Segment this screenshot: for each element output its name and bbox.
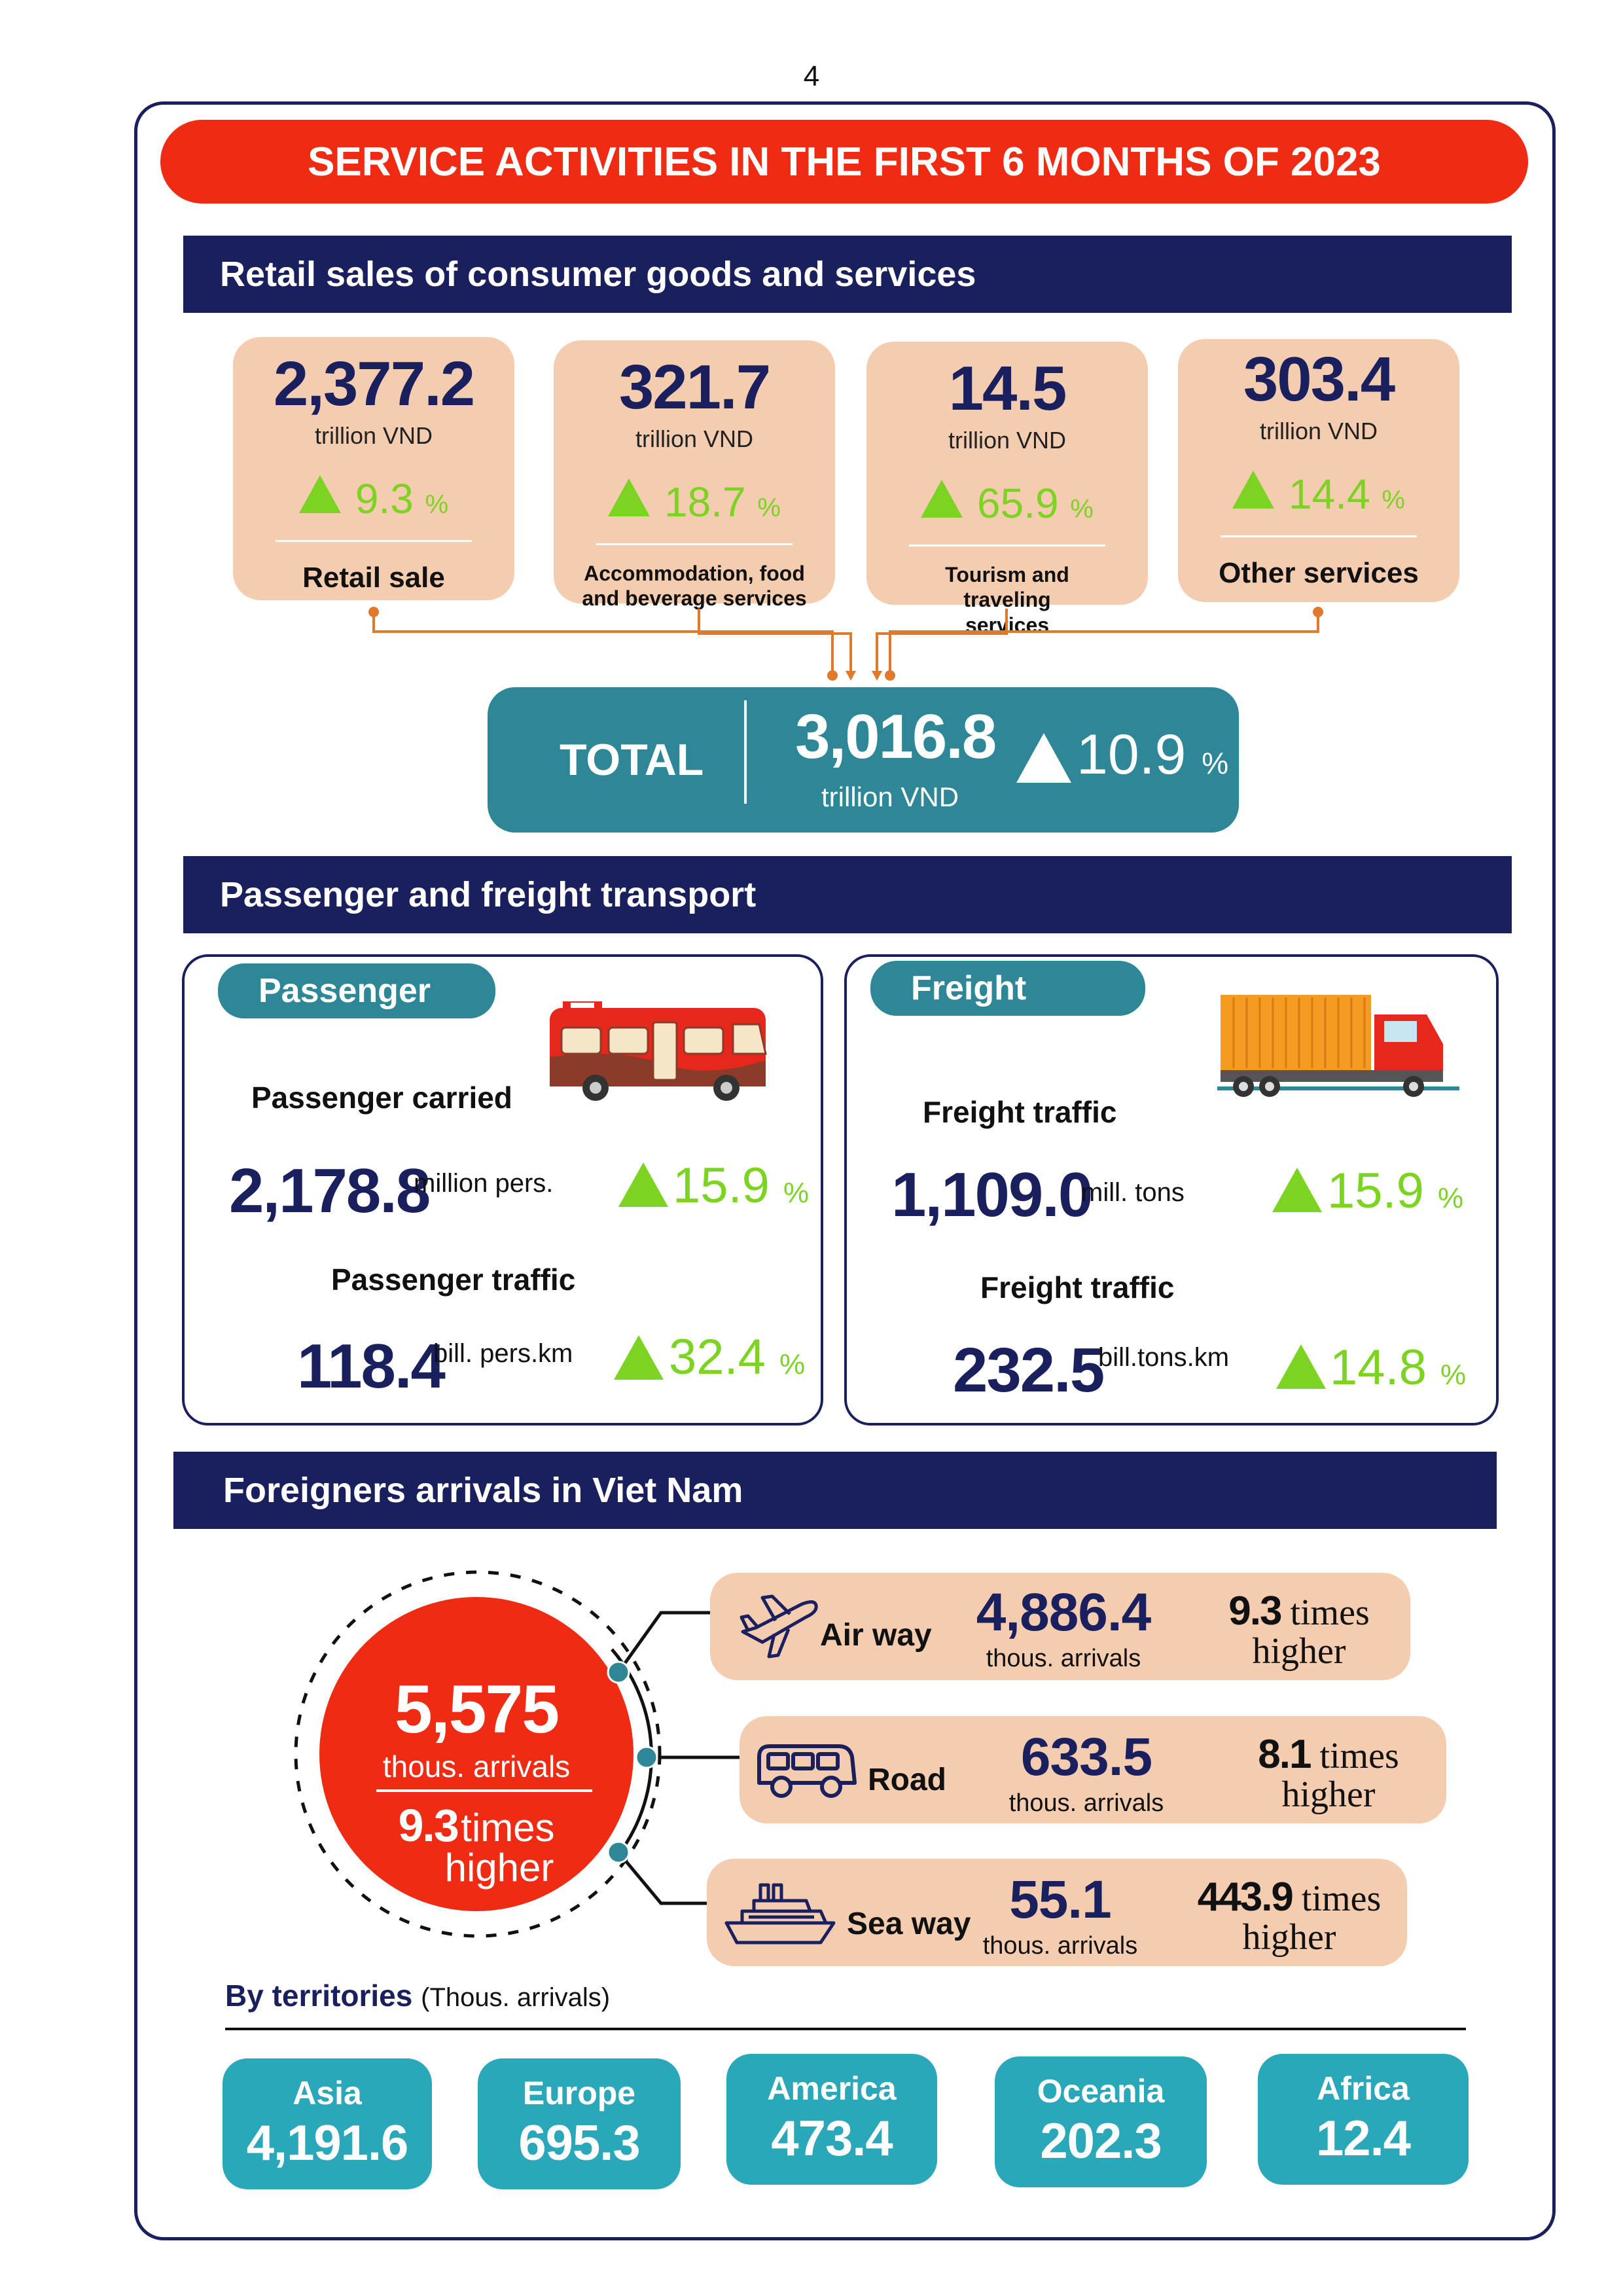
mode-unit: thous. arrivals xyxy=(1008,1789,1164,1817)
passenger-carried-growth: 15.9 % xyxy=(673,1158,810,1213)
section-header-transport-text: Passenger and freight transport xyxy=(220,875,757,914)
connector-line xyxy=(890,612,1318,673)
retail-card-label: Other services xyxy=(1219,557,1419,589)
connector-dot xyxy=(636,1747,657,1768)
connector-dot xyxy=(368,607,379,617)
growth-value: 9.3 % xyxy=(355,475,449,522)
passenger-carried-label: Passenger carried xyxy=(251,1081,512,1115)
mode-unit: thous. arrivals xyxy=(982,1932,1138,1960)
growth-value: 14.4 % xyxy=(1289,471,1405,518)
freight-traffic-unit: bill.tons.km xyxy=(1098,1343,1230,1372)
retail-total-box xyxy=(488,687,1239,833)
territory-name: Europe xyxy=(522,2075,636,2111)
section-header-arrivals xyxy=(173,1452,1497,1529)
connector-line xyxy=(618,1613,710,1672)
up-arrow-icon xyxy=(618,1162,668,1207)
total-divider xyxy=(744,700,747,804)
arrivals-total-unit: thous. arrivals xyxy=(382,1749,571,1784)
total-growth: 10.9 % xyxy=(1077,723,1229,786)
total-unit: trillion VND xyxy=(821,781,959,812)
mode-name: Sea way xyxy=(847,1907,971,1941)
bus-icon xyxy=(543,995,779,1106)
retail-card-label: Tourism and traveling services xyxy=(945,563,1069,637)
arrivals-total-value: 5,575 xyxy=(394,1672,559,1748)
mode-name: Road xyxy=(868,1763,946,1797)
airplane-icon xyxy=(736,1591,821,1663)
up-arrow-icon xyxy=(1272,1168,1322,1212)
up-arrow-icon xyxy=(1016,733,1071,783)
retail-card-unit: trillion VND xyxy=(1259,418,1378,444)
mode-card-sea xyxy=(707,1859,1407,1966)
passenger-carried-unit: million pers. xyxy=(414,1169,554,1198)
retail-card-value: 14.5 xyxy=(948,353,1066,423)
freight-carried-value: 1,109.0 xyxy=(891,1160,1092,1230)
mode-times: 9.3 times higher xyxy=(1228,1588,1370,1672)
territory-value: 12.4 xyxy=(1316,2111,1410,2166)
territory-name: Asia xyxy=(293,2075,362,2111)
retail-card-unit: trillion VND xyxy=(635,425,754,452)
freight-traffic-growth: 14.8 % xyxy=(1330,1340,1467,1395)
up-arrow-icon xyxy=(614,1335,664,1380)
arrivals-total-times: 9.3 times higher xyxy=(398,1800,555,1890)
section-header-transport xyxy=(183,856,1512,933)
connector-dot xyxy=(827,670,838,681)
total-value: 3,016.8 xyxy=(795,702,996,772)
freight-traffic-label: Freight traffic xyxy=(980,1270,1175,1304)
retail-card-label: Retail sale xyxy=(302,562,445,594)
freight-traffic-value: 232.5 xyxy=(953,1335,1104,1405)
mode-value: 633.5 xyxy=(1020,1727,1152,1787)
freight-carried-growth: 15.9 % xyxy=(1327,1163,1464,1219)
mode-unit: thous. arrivals xyxy=(986,1645,1141,1672)
mode-value-block xyxy=(962,1870,1158,1960)
retail-card-unit: trillion VND xyxy=(314,422,433,449)
retail-connectors xyxy=(0,0,1623,720)
territory-value: 473.4 xyxy=(771,2111,893,2166)
mode-name: Air way xyxy=(820,1618,932,1653)
van-icon xyxy=(754,1737,859,1803)
territory-card-asia xyxy=(223,2058,432,2189)
section-header-arrivals-text: Foreigners arrivals in Viet Nam xyxy=(223,1471,743,1510)
passenger-traffic-growth: 32.4 % xyxy=(669,1329,806,1385)
passenger-traffic-label: Passenger traffic xyxy=(331,1263,576,1297)
freight-pill xyxy=(870,961,1145,1016)
territory-card-europe xyxy=(478,2058,681,2189)
retail-card-label: Accommodation, food and beverage services xyxy=(582,562,807,611)
connector-arrowhead xyxy=(846,671,856,681)
territories-heading: By territories (Thous. arrivals) xyxy=(225,1979,611,2013)
freight-carried-label: Freight traffic xyxy=(923,1095,1117,1129)
territory-value: 202.3 xyxy=(1040,2113,1162,2169)
territory-name: America xyxy=(767,2070,897,2107)
passenger-traffic-unit: bill. pers.km xyxy=(433,1339,573,1368)
page-title: SERVICE ACTIVITIES IN THE FIRST 6 MONTHS OF 2023 xyxy=(160,120,1528,204)
total-label: TOTAL xyxy=(560,735,704,785)
page-number: 4 xyxy=(803,60,820,92)
growth-value: 18.7 % xyxy=(664,478,781,526)
mode-value-block xyxy=(965,1583,1162,1673)
mode-value: 55.1 xyxy=(1009,1870,1111,1929)
territory-card-africa xyxy=(1258,2054,1469,2185)
territory-name: Africa xyxy=(1317,2070,1410,2107)
territory-card-america xyxy=(726,2054,937,2185)
freight-carried-unit: mill. tons xyxy=(1081,1178,1185,1207)
truck-icon xyxy=(1217,988,1459,1106)
mode-value: 4,886.4 xyxy=(976,1583,1151,1642)
mode-times: 443.9 times higher xyxy=(1197,1874,1382,1958)
territory-name: Oceania xyxy=(1037,2073,1165,2109)
passenger-carried-value: 2,178.8 xyxy=(229,1156,430,1226)
section-header-retail-text: Retail sales of consumer goods and services xyxy=(220,255,976,294)
connector-arrowhead xyxy=(872,671,882,681)
passenger-traffic-value: 118.4 xyxy=(297,1331,444,1401)
freight-pill-text: Freight xyxy=(911,969,1027,1007)
passenger-pill-text: Passenger xyxy=(259,972,431,1010)
mode-times: 8.1 times higher xyxy=(1258,1732,1399,1816)
retail-card-unit: trillion VND xyxy=(948,427,1067,454)
retail-card-value: 321.7 xyxy=(618,352,770,422)
mode-card-road xyxy=(740,1716,1446,1823)
connector-dot xyxy=(885,670,895,681)
territory-value: 695.3 xyxy=(518,2115,640,2171)
retail-card-value: 2,377.2 xyxy=(273,349,474,419)
territories-rule xyxy=(225,2028,1466,2030)
territory-card-oceania xyxy=(995,2056,1207,2187)
territory-value: 4,191.6 xyxy=(246,2115,408,2171)
mode-card-air xyxy=(710,1573,1410,1680)
passenger-pill xyxy=(218,963,495,1018)
ship-icon xyxy=(722,1877,840,1949)
mode-value-block xyxy=(988,1727,1185,1818)
connector-dot xyxy=(1313,607,1323,617)
up-arrow-icon xyxy=(1276,1344,1326,1389)
growth-value: 65.9 % xyxy=(977,480,1094,527)
retail-card-value: 303.4 xyxy=(1243,344,1395,414)
connector-line xyxy=(877,609,1007,673)
connector-line xyxy=(699,609,851,673)
connector-line xyxy=(374,612,832,673)
